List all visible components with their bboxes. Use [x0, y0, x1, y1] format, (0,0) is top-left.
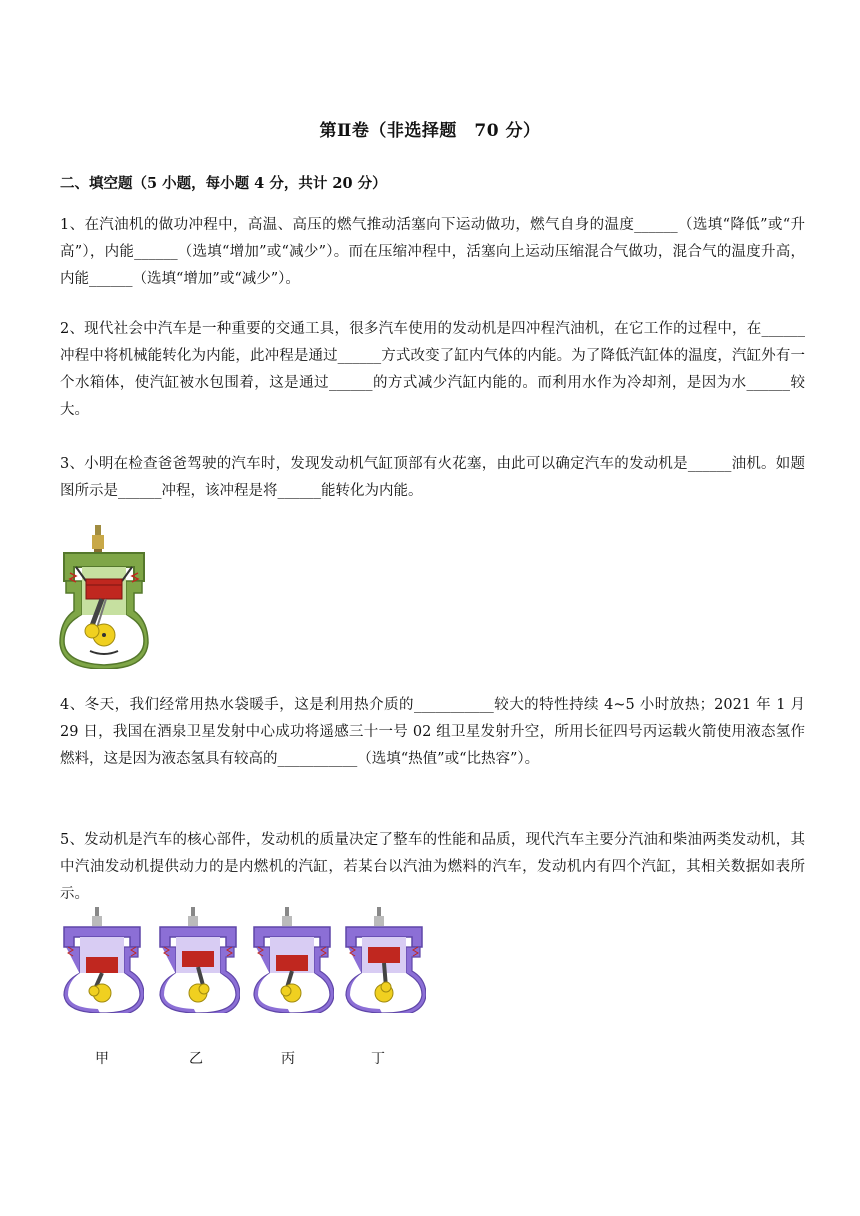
engine-jia-diagram	[60, 907, 144, 1013]
question-2: 2、现代社会中汽车是一种重要的交通工具，很多汽车使用的发动机是四冲程汽油机，在它工作的过程中，在______冲程中将机械能转化为内能，此冲程是通过______方式改变了缸内气体的内能。为了降低汽缸体的温度，汽缸外有一个水箱体，使汽缸被水包围着，这是通过______的方式减少汽缸内能的。而利用水作为冷却剂，是因为水______较大。	[60, 321, 805, 418]
engine-label-ding: 丁	[371, 1051, 385, 1067]
question-3: 3、小明在检查爸爸驾驶的汽车时，发现发动机气缸顶部有火花塞，由此可以确定汽车的发动机是______油机。如题图所示是______冲程，该冲程是将______能转化为内能。	[60, 456, 805, 499]
engine-bing-diagram	[250, 907, 334, 1013]
engine-label-bing: 丙	[281, 1051, 295, 1067]
engine-label-jia: 甲	[95, 1051, 109, 1067]
engine-diagram-single	[56, 523, 152, 669]
engine-yi-diagram	[156, 907, 240, 1013]
question-1: 1、在汽油机的做功冲程中，高温、高压的燃气推动活塞向下运动做功，燃气自身的温度______（选填“降低”或“升高”），内能______（选填“增加”或“减少”）。而在压缩冲程中，活塞向上运动压缩混合气做功，混合气的温度升高，内能______（选填“增加”或“减少”）。	[60, 217, 805, 287]
section-heading: 二、填空题（5 小题，每小题 4 分，共计 20 分）	[60, 175, 387, 192]
engine-ding-diagram	[342, 907, 426, 1013]
question-5: 5、发动机是汽车的核心部件，发动机的质量决定了整车的性能和品质，现代汽车主要分汽油和柴油两类发动机，其中汽油发动机提供动力的是内燃机的汽缸，若某台以汽油为燃料的汽车，发动机内有四个汽缸，其相关数据如表所示。	[60, 832, 805, 902]
engine-diagram-row	[60, 907, 440, 1017]
question-4: 4、冬天，我们经常用热水袋暖手，这是利用热介质的___________较大的特性持续 4~5 小时放热；2021 年 1 月 29 日，我国在酒泉卫星发射中心成功将遥感三十一号 02 组卫星发射升空，所用长征四号丙运载火箭使用液态氢作燃料，这是因为液态氢具有较高的___________（选填“热值”或“比热容”）。	[60, 697, 805, 767]
page-title: 第Ⅱ卷（非选择题 70 分）	[319, 121, 541, 141]
engine-label-yi: 乙	[189, 1051, 203, 1067]
